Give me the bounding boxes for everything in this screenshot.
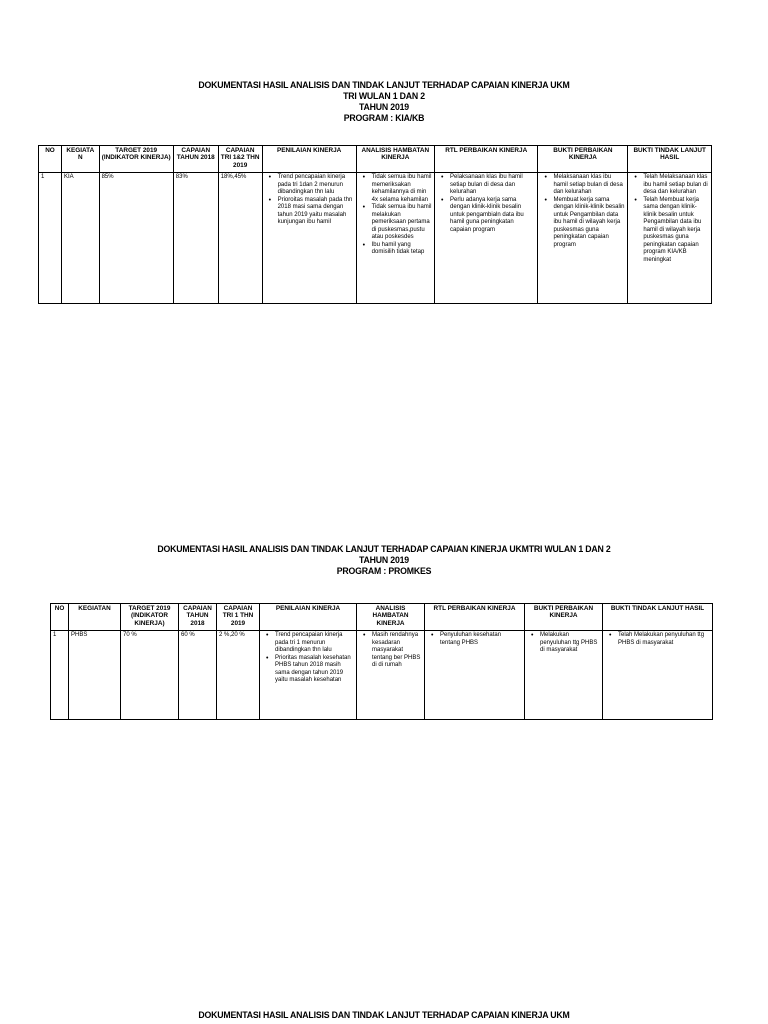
col-header: TARGET 2019 (INDIKATOR KINERJA): [121, 604, 179, 631]
col-header: CAPAIAN TRI 1 THN 2019: [217, 604, 260, 631]
cell-capaian-2019: 18%,45%: [218, 173, 262, 304]
title-line: PROGRAM : KIA/KB: [343, 113, 425, 124]
list-item: • Telah Melakukan penyuluhan ttg PHBS di masyarakat: [618, 632, 710, 647]
list-item: • Prioritas masalah kesehatan PHBS tahun 2018 masih sama dengan tahun 2019 yaitu masalah kesehatan: [275, 655, 354, 685]
document-section-kia: [0, 80, 768, 124]
section-title: [31, 80, 738, 124]
col-header: PENILAIAN KINERJA: [260, 604, 357, 631]
title-line: PROGRAM : PROMKES: [336, 566, 432, 577]
cell-bukti-perbaikan: [525, 631, 603, 720]
document-section-promkes: [0, 544, 768, 577]
col-header: KEGIATAN: [69, 604, 121, 631]
col-header: BUKTI TINDAK LANJUT HASIL: [603, 604, 713, 631]
table-header-row: [39, 146, 712, 173]
title-line: DOKUMENTASI HASIL ANALISIS DAN TINDAK LANJUT TERHADAP CAPAIAN KINERJA UKM: [198, 80, 570, 91]
cell-bukti-tindak-lanjut: [603, 631, 713, 720]
cell-capaian-2019: 2 %,20 %: [217, 631, 260, 720]
col-header: CAPAIAN TAHUN 2018: [179, 604, 217, 631]
table-row: [51, 631, 713, 720]
cell-target: 70 %: [121, 631, 179, 720]
list-item: • Pelaksanaan klas ibu hamil setiap bulan di desa dan kelurahan: [450, 174, 535, 197]
col-header: RTL PERBAIKAN KINERJA: [425, 604, 525, 631]
bullet-list: [359, 174, 432, 257]
cell-no: 1: [51, 631, 69, 720]
cell-bukti-perbaikan: [538, 173, 628, 304]
title-line: TRI WULAN 1 DAN 2: [343, 91, 425, 102]
col-header: BUKTI PERBAIKAN KINERJA: [525, 604, 603, 631]
list-item: • Melaksanaan klas ibu hamil setiap bulan di desa dan kelurahan: [553, 174, 625, 197]
list-item: • Telah Membuat kerja sama dengan klinik-klinik besalin untuk Pengambilan data ibu hamil di wilayah kerja puskesmas guna peningkatan capaian program KIA/KB meningkat: [643, 197, 709, 265]
list-item: • Masih rendahnya kesadaran masyarakat tentang ber PHBS di di rumah: [372, 632, 422, 670]
title-line: TAHUN 2019: [359, 102, 409, 113]
cell-no: 1: [39, 173, 62, 304]
list-item: • Prioroitas masalah pada thn 2018 masi sama dengan tahun 2019 yaitu masalah kunjungan ibu hamil: [278, 197, 354, 227]
bullet-list: [540, 174, 625, 249]
title-line: DOKUMENTASI HASIL ANALISIS DAN TINDAK LANJUT TERHADAP CAPAIAN KINERJA UKMTRI WULAN 1 DAN 2: [157, 544, 611, 555]
table-header-row: [51, 604, 713, 631]
bullet-list: [527, 632, 600, 655]
bullet-list: [262, 632, 354, 685]
cell-capaian-2018: 83%: [173, 173, 218, 304]
cell-kegiatan: KIA: [61, 173, 99, 304]
col-header: BUKTI TINDAK LANJUT HASIL: [628, 146, 712, 173]
list-item: • Perlu adanya kerja sama dengan klinik-klinik besalin untuk pengambialn data ibu hamil guna peningkatan capaian program: [450, 197, 535, 235]
cell-penilaian: [260, 631, 357, 720]
list-item: • Ibu hamil yang domisilih tidak tetap: [372, 242, 432, 257]
cell-bukti-tindak-lanjut: [628, 173, 712, 304]
bullet-list: [265, 174, 354, 227]
bullet-list: [437, 174, 535, 234]
col-header: KEGIATA N: [61, 146, 99, 173]
list-item: • Tidak semua ibu hamil melakukan pemeriksaan pertama di puskesmas,pustu atau poskesdes: [372, 204, 432, 242]
title-line: DOKUMENTASI HASIL ANALISIS DAN TINDAK LANJUT TERHADAP CAPAIAN KINERJA UKM: [198, 1010, 570, 1021]
list-item: • Telah Melaksanaan klas ibu hamil setiap bulan di desa dan kelurahan: [643, 174, 709, 197]
col-header: TARGET 2019 (INDIKATOR KINERJA): [99, 146, 173, 173]
title-line: TAHUN 2019: [359, 555, 409, 566]
cell-penilaian: [262, 173, 356, 304]
cell-kegiatan: PHBS: [69, 631, 121, 720]
col-header: ANALISIS HAMBATAN KINERJA: [357, 604, 425, 631]
kia-table: [38, 145, 712, 304]
promkes-table: [50, 603, 713, 720]
cell-analisis: [356, 173, 434, 304]
col-header: CAPAIAN TRI 1&2 THN 2019: [218, 146, 262, 173]
list-item: • Penyuluhan kesehatan tentang PHBS: [440, 632, 522, 647]
col-header: RTL PERBAIKAN KINERJA: [435, 146, 538, 173]
cell-capaian-2018: 60 %: [179, 631, 217, 720]
col-header: NO: [51, 604, 69, 631]
list-item: • Melakukan penyuluhan ttg PHBS di masyarakat: [540, 632, 600, 655]
list-item: • Trend pencapaian kinerja pada tri 1dan 2 menurun dibandingkan thn lalu: [278, 174, 354, 197]
col-header: NO: [39, 146, 62, 173]
bullet-list: [630, 174, 709, 264]
bullet-list: [427, 632, 522, 647]
list-item: • Tidak semua ibu hamil memeriksakan kehamilannya di min 4x selama kehamilan: [372, 174, 432, 204]
col-header: CAPAIAN TAHUN 2018: [173, 146, 218, 173]
bullet-list: [605, 632, 710, 647]
col-header: PENILAIAN KINERJA: [262, 146, 356, 173]
col-header: ANALISIS HAMBATAN KINERJA: [356, 146, 434, 173]
list-item: • Trend pencapaian kinerja pada tri 1 menurun dibandingkan thn lalu: [275, 632, 354, 655]
list-item: • Membuat kerja sama dengan klinik-klinik besalin untuk Pengambilan data ibu hamil di wilayah kerja puskesmas guna peningkatan capaian program: [553, 197, 625, 250]
table-row: [39, 173, 712, 304]
document-section-next: [0, 1010, 768, 1021]
section-title: [31, 1010, 738, 1021]
col-header: BUKTI PERBAIKAN KINERJA: [538, 146, 628, 173]
bullet-list: [359, 632, 422, 670]
cell-rtl: [425, 631, 525, 720]
cell-analisis: [357, 631, 425, 720]
cell-target: 85%: [99, 173, 173, 304]
cell-rtl: [435, 173, 538, 304]
section-title: [31, 544, 738, 577]
